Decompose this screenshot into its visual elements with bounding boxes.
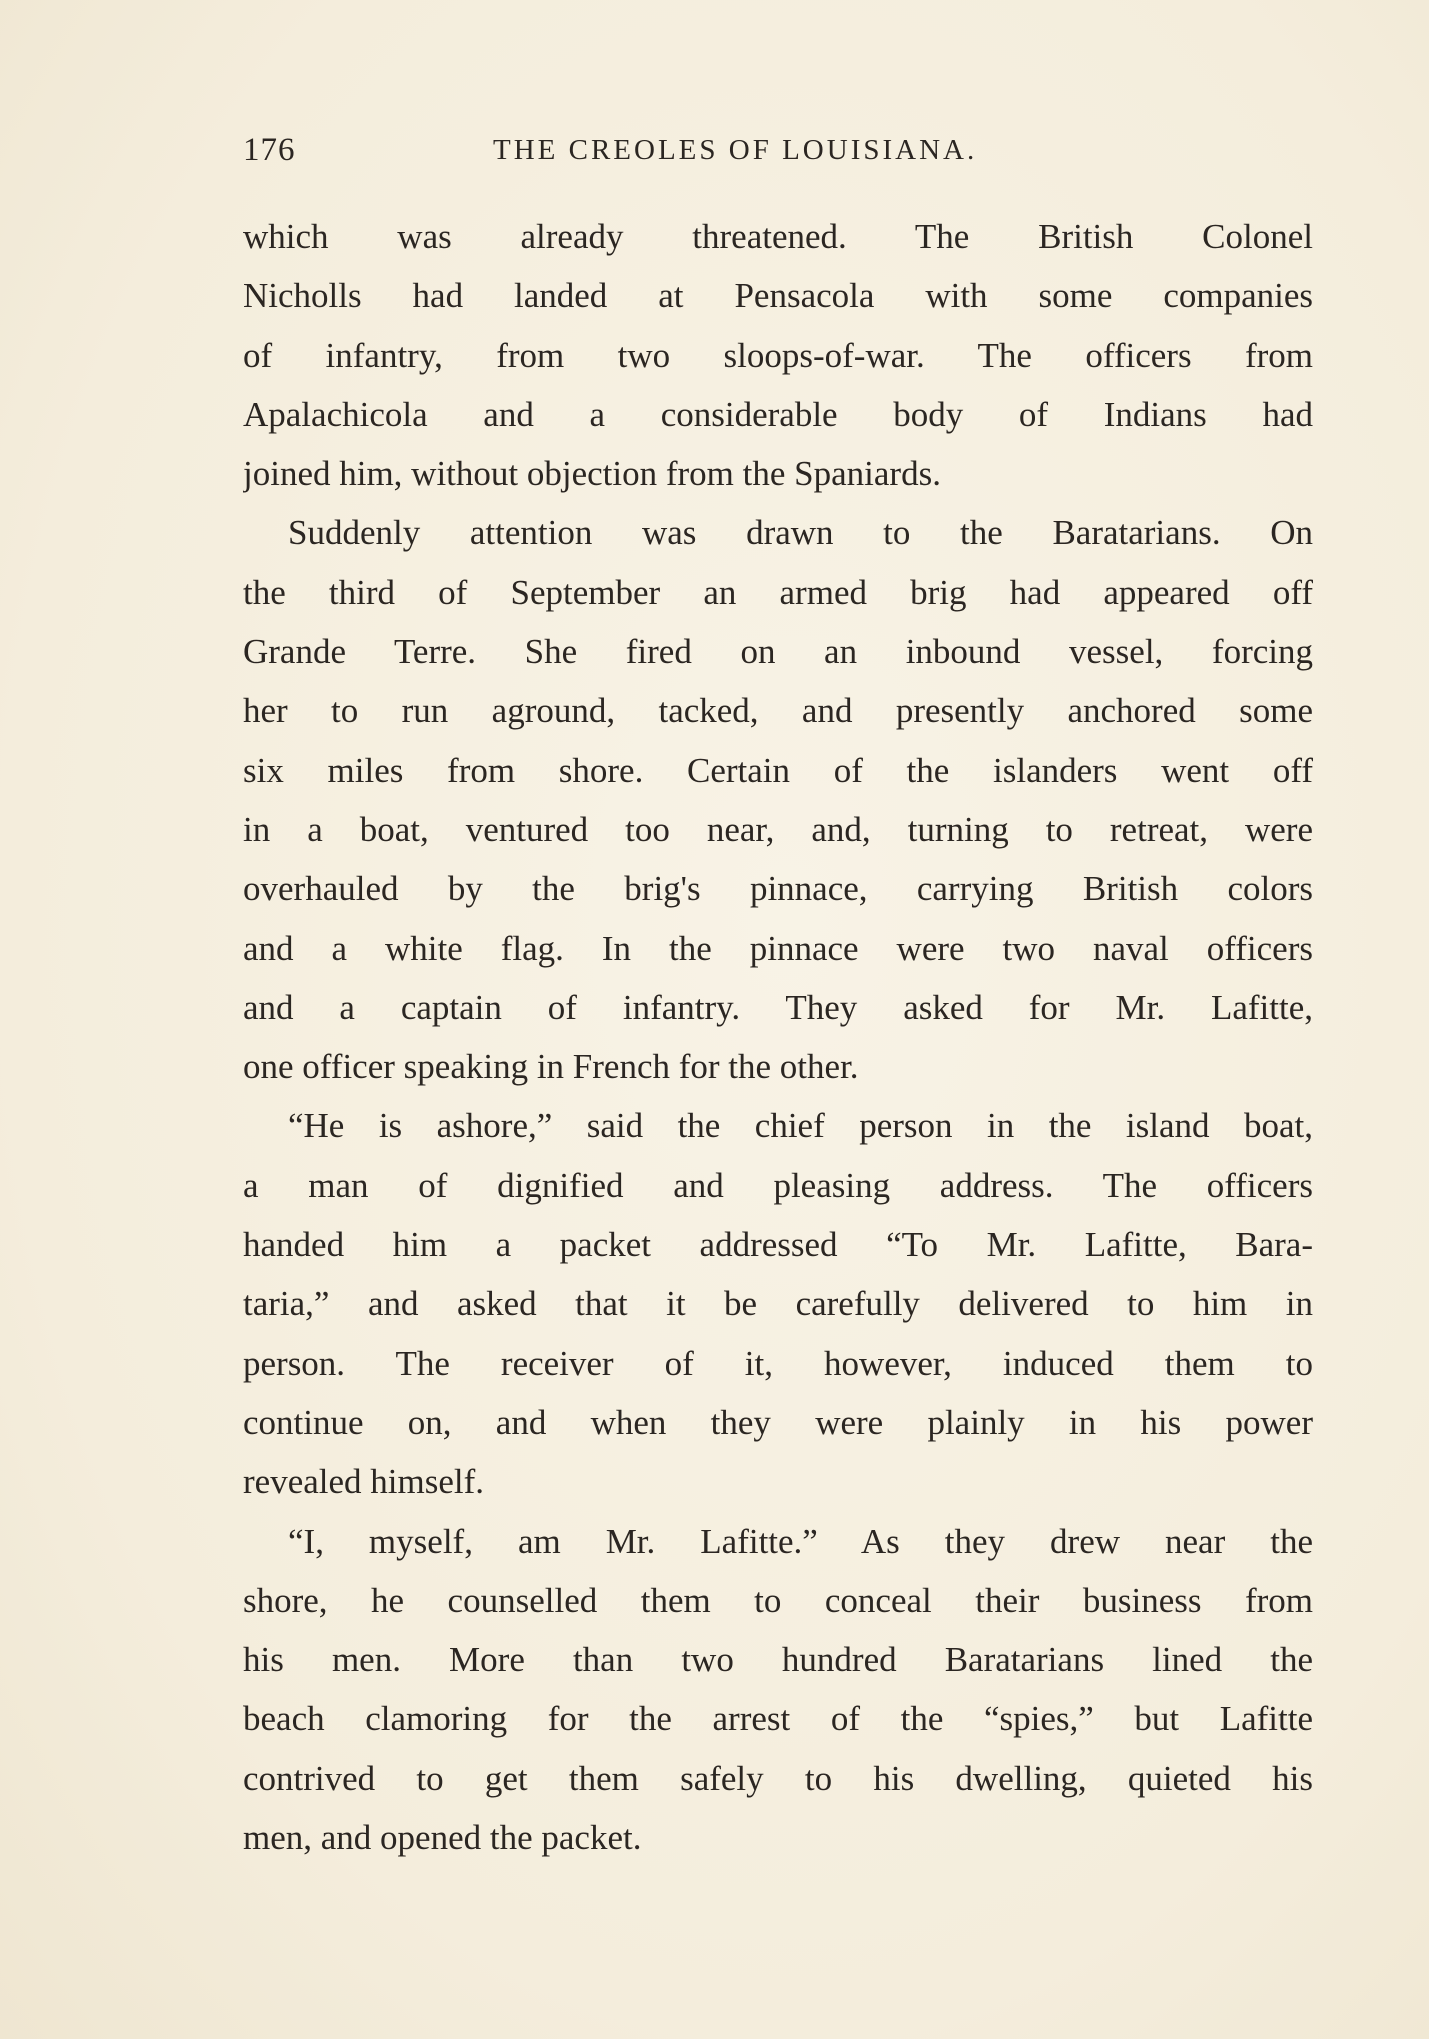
text-line: revealed himself. [243,1462,485,1502]
text-line: taria,” and asked that it be carefully delivered to him in [243,1284,1313,1324]
text-line: Apalachicola and a considerable body of Indians had [243,394,1313,434]
text-line: of infantry, from two sloops-of-war. The officers from [243,335,1313,375]
text-line: beach clamoring for the arrest of the “spies,” but Lafitte [243,1699,1313,1739]
text-line: in a boat, ventured too near, and, turning to retreat, were [243,809,1313,849]
text-line: person. The receiver of it, however, induced them to [243,1343,1313,1383]
text-line: “I, myself, am Mr. Lafitte.” As they drew near the [288,1521,1313,1561]
text-line: continue on, and when they were plainly in his power [243,1402,1313,1442]
text-line: Suddenly attention was drawn to the Baratarians. On [288,513,1313,553]
text-line: “He is ashore,” said the chief person in the island boat, [288,1106,1313,1146]
text-line: his men. More than two hundred Baratarians lined the [243,1640,1313,1680]
text-line: and a white flag. In the pinnace were two naval officers [243,928,1313,968]
text-line: six miles from shore. Certain of the islanders went off [243,750,1313,790]
text-line: contrived to get them safely to his dwelling, quieted his [243,1758,1313,1798]
text-line: which was already threatened. The British Colonel [243,217,1313,256]
page-number: 176 [243,132,296,168]
text-line: Nicholls had landed at Pensacola with some companies [243,276,1313,316]
text-line: men, and opened the packet. [243,1818,642,1858]
text-line: her to run aground, tacked, and presently anchored some [243,691,1313,731]
text-line: shore, he counselled them to conceal their business from [243,1580,1313,1620]
page-header [243,132,1328,182]
text-line: Grande Terre. She fired on an inbound vessel, forcing [243,632,1313,672]
body-text [243,207,1313,1867]
running-title: THE CREOLES OF LOUISIANA. [493,134,978,166]
text-line: one officer speaking in French for the other. [243,1047,859,1087]
text-line: the third of September an armed brig had appeared off [243,572,1313,612]
text-line: joined him, without objection from the Spaniards. [243,454,941,494]
text-line: handed him a packet addressed “To Mr. Lafitte, Bara- [243,1225,1313,1265]
text-line: a man of dignified and pleasing address. The officers [243,1165,1313,1205]
text-line: and a captain of infantry. They asked for Mr. Lafitte, [243,987,1313,1027]
text-line: overhauled by the brig's pinnace, carrying British colors [243,869,1313,909]
